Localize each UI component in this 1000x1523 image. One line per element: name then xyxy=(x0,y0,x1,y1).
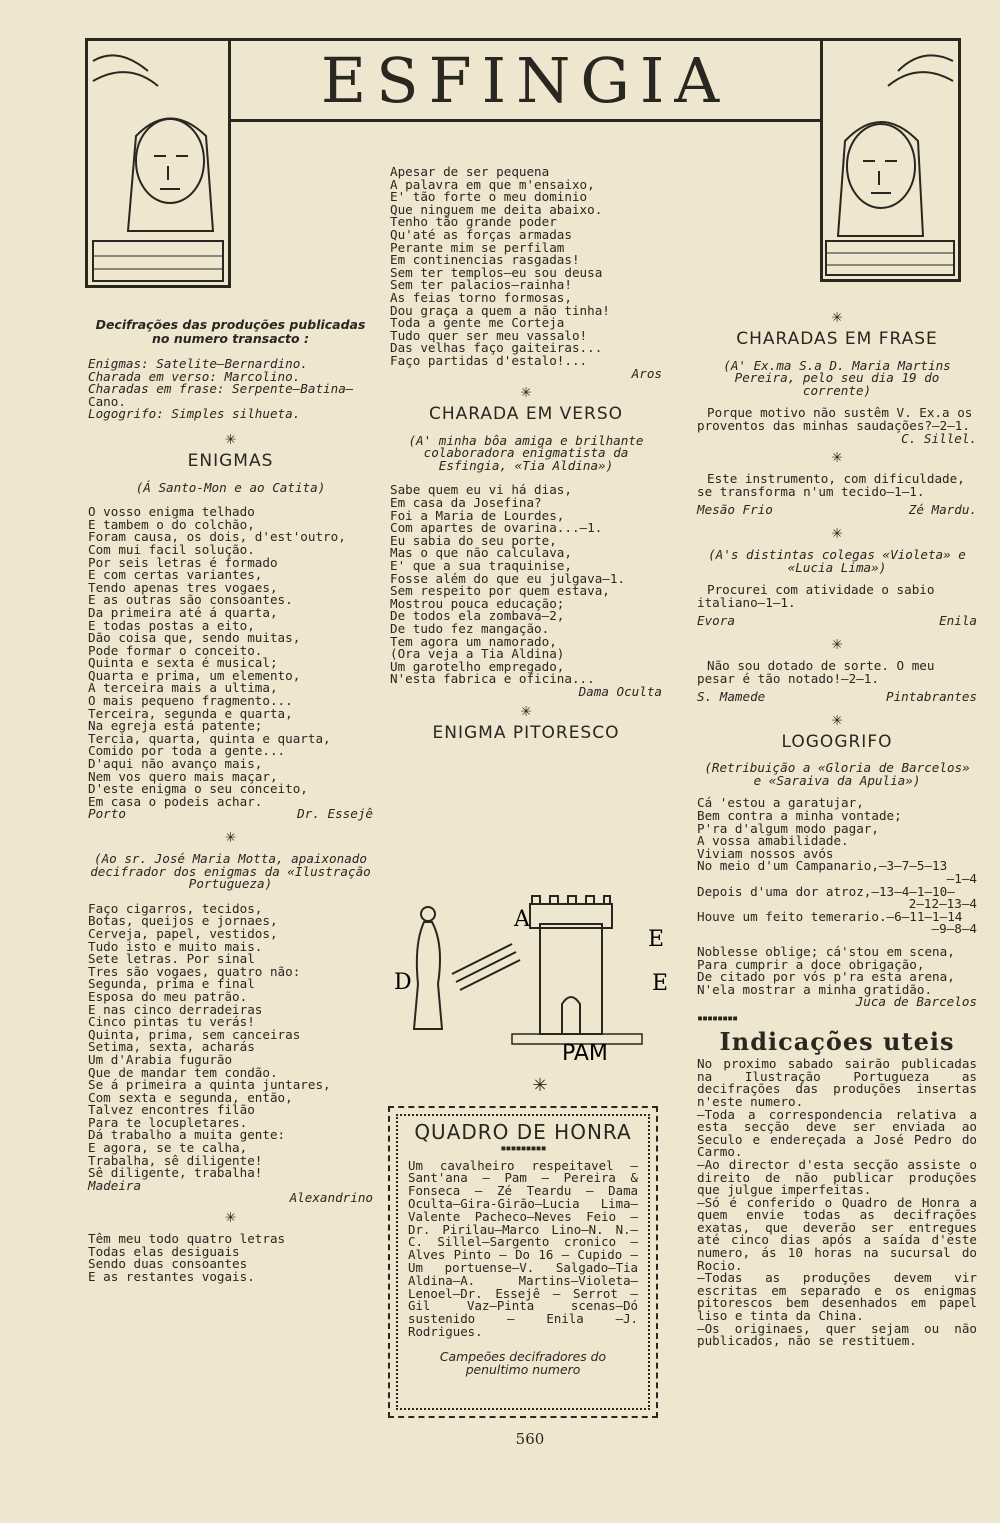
logogrifo-line: 2—12—13—4 xyxy=(908,896,977,912)
stanza: Cá 'estou a garatujar, Bem contra a minha vontade; P'ra d'algum modo pagar, A vossa amabilidade. xyxy=(697,795,902,849)
quadro-de-honra-list: Um cavalheiro respeitavel — Sant'ana — Pam — Pereira & Fonseca — Zé Teardu — Dama Oculta—Gira-Girão—Lucia Lima—Valente Pacheco—Neves Feio — Dr. Pirilau—Marco Lino—N. N.—C. Sillel—Sargento cronico — Alves Pinto — Do 16 — Cupido — Um portuense—V. Salgado—Tia Aldina—A. Martins—Violeta—Lenoel—Dr. Essejê — Serrot — Gil Vaz—Pinta scenas—Dó sustenido — Enila —J. Rodrigues. xyxy=(408,1157,638,1339)
asterisk-divider: ✳ xyxy=(225,826,236,847)
charada-text: Não sou dotado de sorte. O meu pesar é tão notado!—2—1. xyxy=(697,657,935,686)
stanza: Toda a gente me Corteja Tudo quer ser meu vassalo! Das velhas faço gaiteiras... Faço partidas d'estalo!... xyxy=(390,315,603,368)
enigmas-dedication: (Ao sr. José Maria Motta, apaixonado decifrador dos enigmas da «Ilustração Portugueza) xyxy=(90,851,371,892)
stanza: Tem agora um namorado, (Ora veja a Tia Aldina) Um garotelho empregado, N'esta fabrica e oficina... xyxy=(390,633,595,687)
quadro-de-honra-title: QUADRO DE HONRA xyxy=(414,1120,632,1144)
logogrifo-line: Houve um feito temerario.—6—11—1—14 xyxy=(697,908,963,924)
signature-name: Dr. Essejê xyxy=(297,806,373,822)
signature-row xyxy=(697,691,977,704)
signature-name: Juca de Barcelos xyxy=(855,994,977,1010)
dotted-divider: ▪▪▪▪▪▪▪▪ xyxy=(697,1012,738,1024)
stanza: Faço cigarros, tecidos, Botas, queijos e jornaes, Cerveja, papel, vestidos, Tudo isto e muito mais. xyxy=(88,900,278,954)
left-column xyxy=(88,318,373,1283)
stanza: Noblesse oblige; cá'stou em scena, Para cumprir a doce obrigação, De citado por vós p'ra esta arena, N'ela mostrar a minha gratidão. xyxy=(697,944,955,997)
logogrifo-line: Depois d'uma dor atroz,—13—4—1—10— xyxy=(697,883,955,899)
stanza: Têm meu todo quatro letras Todas elas desiguais Sendo duas consoantes E as restantes vogais. xyxy=(88,1231,286,1284)
pic-letter-e: E xyxy=(648,927,665,952)
sphinx-illustration-right xyxy=(820,38,961,282)
logogrifo-line: Viviam nossos avós xyxy=(697,845,834,861)
asterisk-divider: ✳ xyxy=(831,306,843,327)
logogrifo-line: —9—8—4 xyxy=(931,921,977,937)
asterisk-divider: ✳ xyxy=(831,708,843,730)
quadro-de-honra-footer: Campeões decifradores do penultimo numero xyxy=(439,1349,607,1377)
enigma-pitoresco-heading: ENIGMA PITORESCO xyxy=(432,722,620,743)
charada-text: Porque motivo não sustêm V. Ex.a os proventos das minhas saudações?—2—1. xyxy=(697,405,973,433)
signature-place: Madeira xyxy=(88,1177,142,1193)
signature-name: C. Sillel. xyxy=(901,430,977,446)
asterisk-divider: ✳ xyxy=(225,1206,236,1228)
logogrifo-heading: LOGOGRIFO xyxy=(781,731,893,752)
signature-place: S. Mamede xyxy=(697,689,766,705)
stanza: Por seis letras é formado E com certas variantes, Tendo apenas tres vogaes, E as outras são consoantes. xyxy=(88,554,293,608)
stanza: Se á primeira a quinta juntares, Com sexta e segunda, então, Talvez encontres filão Para te locupletares. xyxy=(88,1077,331,1130)
signature-name: Enila xyxy=(939,613,977,629)
stanza: E nas cinco derradeiras Cinco pintas tu verás! Quinta, prima, sem canceiras Setima, sexta, acharás Um d'Arabia fugurão Que de mandar tem condão. xyxy=(88,1001,301,1080)
stanza: Quinta e sexta é musical; Quarta e prima, um elemento, A terceira mais a ultima, O mais pequeno fragmento... xyxy=(88,655,301,709)
stanza: Sete letras. Por sinal Tres são vogaes, quatro não: Segunda, prima e final Esposa do meu patrão. xyxy=(88,951,301,1004)
asterisk-divider: ✳ xyxy=(831,446,843,468)
decifracao-line: Charadas em frase: Serpente—Batina— xyxy=(88,381,354,397)
signature-row xyxy=(697,615,977,628)
asterisk-divider: ✳ xyxy=(225,427,236,449)
stanza: Sabe quem eu vi há dias, Em casa da Josefina? Foi a Maria de Lourdes, Com apartes de ovarina...—1. xyxy=(390,482,603,536)
charada-text: Procurei com atividade o sabio italiano—1—1. xyxy=(697,582,935,610)
decifracao-line: Logogrifo: Simples silhueta. xyxy=(88,406,301,422)
pic-letter-e: E xyxy=(652,971,669,996)
charada-dedication: (A' minha bôa amiga e brilhante colaboradora enigmatista da Esfingia, «Tia Aldina») xyxy=(408,432,644,473)
enigmas-heading: ENIGMAS xyxy=(187,450,274,471)
stanza: Da primeira até á quarta, E todas postas a eito, Dão coisa que, sendo muitas, Pode formar o conceito. xyxy=(88,604,301,658)
signature-place: Evora xyxy=(697,613,735,629)
charada-dedication: (A' Ex.ma S.a D. Maria Martins Pereira, pelo seu dia 19 do corrente) xyxy=(723,357,951,398)
stanza: Sem respeito por quem estava, Mostrou pouca educação; De todos ela zombava—2, De tudo fez mangação. xyxy=(390,583,610,636)
page-number: 560 xyxy=(515,1430,545,1448)
charadas-frase-heading: CHARADAS EM FRASE xyxy=(736,329,938,349)
middle-column xyxy=(390,166,662,753)
decifracao-line: Charada em verso: Marcolino. xyxy=(88,368,301,384)
stanza: Eu sabia do seu porte, Mas o que não calculava, E' que a sua traquinise, Fosse além do que eu julgava—1. xyxy=(390,532,626,586)
signature-name: Alexandrino xyxy=(289,1190,373,1206)
dotted-divider: ▪▪▪▪▪▪▪▪▪ xyxy=(500,1142,546,1154)
signature-name: Zé Mardu. xyxy=(908,502,977,518)
right-column xyxy=(697,305,977,1348)
indicacoes-heading: Indicações uteis xyxy=(719,1026,955,1056)
pic-letter-a: A xyxy=(514,907,530,932)
enigmas-dedication: (Á Santo-Mon e ao Catita) xyxy=(135,479,326,495)
asterisk-divider: ✳ xyxy=(532,1075,548,1096)
asterisk-divider: ✳ xyxy=(520,699,532,721)
stanza: Tenho tão grande poder Qu'até as forças armadas Perante mim se perfilam Em continencias rasgadas! xyxy=(390,214,580,268)
decifracao-line: Enigmas: Satelite—Bernardino. xyxy=(88,356,308,371)
charada-verso-heading: CHARADA EM VERSO xyxy=(428,404,624,425)
quadro-de-honra-box xyxy=(388,1106,658,1418)
stanza: Apesar de ser pequena A palavra em que m'ensaixo, E' tão forte o meu dominio Que ninguem me deita abaixo. xyxy=(390,164,603,217)
sphinx-illustration-left xyxy=(85,38,231,288)
quadro-de-honra-inner xyxy=(396,1114,650,1410)
pic-letters-pam: PAM xyxy=(562,1041,608,1064)
enigma-pitoresco-picture xyxy=(392,884,672,1064)
stanza: Sem ter templos—eu sou deusa Sem ter palacios—rainha! As feias torno formosas, Dou graça a quem a não tinha! xyxy=(390,264,610,318)
signature-place: Porto xyxy=(88,806,126,822)
asterisk-divider: ✳ xyxy=(831,521,843,543)
stanza: D'aqui não avanço mais, Nem vos quero mais maçar, D'este enigma o seu conceito, Em casa o podeis achar. xyxy=(88,756,308,809)
stanza: Terceira, segunda e quarta, Na egreja está patente; Tercia, quarta, quinta e quarta, Comido por toda a gente... xyxy=(88,705,331,759)
charada-text: Este instrumento, com dificuldade, se transforma n'um tecido—1—1. xyxy=(697,471,965,499)
logogrifo-dedication: (Retribuição a «Gloria de Barcelos» e «Saraiva da Apulia») xyxy=(704,760,970,788)
asterisk-divider: ✳ xyxy=(831,632,843,654)
asterisk-divider: ✳ xyxy=(520,381,532,403)
logogrifo-line: —1—4 xyxy=(946,871,977,887)
indicacoes-text: No proximo sabado sairão publicadas na Ilustração Portugueza as decifrações das produções insertas n'este numero. —Toda a correspondencia relativa a esta secção deve ser enviada ao Seculo e endereçada a José Pedro do Carmo. —Ao director d'esta secção assiste o direito de não publicar produções que julgue imperfeitas. —Só é conferido o Quadro de Honra a quem envie todas as decifrações exatas, que deverão ser entregues até cinco dias após a saída d'este numero, ás 10 horas na sucursal do Rocio. —Todas as produções devem vir escritas em separado e os enigmas pitorescos bem desenhados em papel liso e tinta da China. —Os originaes, quer sejam ou não publicados, não se restituem. xyxy=(697,1056,977,1349)
signature-name: Aros xyxy=(631,365,662,381)
signature-place: Mesão Frio xyxy=(697,502,773,518)
decifracao-line: Cano. xyxy=(88,393,126,409)
pic-letter-d: D xyxy=(394,970,412,995)
logogrifo-line: No meio d'um Campanario,—3—7—5—13 xyxy=(697,858,948,874)
signature-name: Dama Oculta xyxy=(578,683,662,699)
decifracoes-heading: Decifrações das produções publicadas no numero transacto : xyxy=(95,317,366,346)
signature-row xyxy=(88,808,373,821)
stanza: O vosso enigma telhado E tambem o do colchão, Foram causa, os dois, d'est'outro, Com mui facil solução. xyxy=(88,504,346,557)
signature-name: Pintabrantes xyxy=(886,689,977,705)
page-title: ESFINGIA xyxy=(320,43,730,117)
stanza: Dá trabalho a muita gente: E agora, se te calha, Trabalha, sê diligente! Sê diligente, trabalha! xyxy=(88,1127,286,1181)
charada-dedication: (A's distintas colegas «Violeta» e «Lucia Lima») xyxy=(708,546,966,575)
signature-row xyxy=(697,504,977,517)
